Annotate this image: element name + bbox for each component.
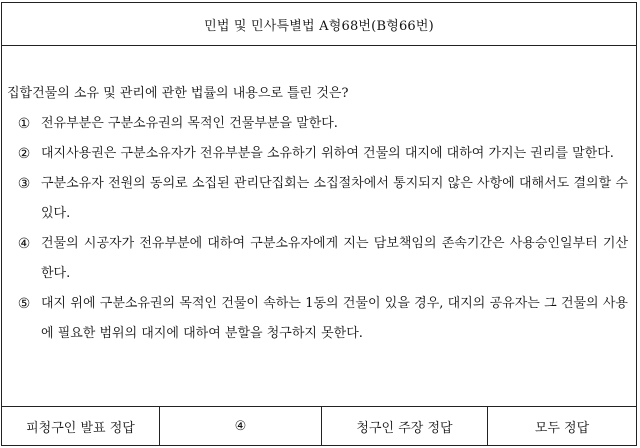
document-header <box>2 3 636 46</box>
option-number: ③ <box>17 176 31 192</box>
option-3 <box>7 169 630 229</box>
option-text: 구분소유자 전원의 동의로 소집된 관리단집회는 소집절차에서 통지되지 않은 사항에 대해서도 결의할 수 있다. <box>41 176 628 221</box>
claimed-answer-value: 모두 정답 <box>534 420 590 436</box>
announced-answer-value: ④ <box>160 407 322 445</box>
claimed-answer-label: 청구인 주장 정답 <box>322 407 488 445</box>
option-number: ④ <box>17 236 31 252</box>
announced-answer-label: 피청구인 발표 정답 <box>2 407 160 445</box>
document-frame <box>1 2 637 446</box>
page-title: 민법 및 민사특별법 A형68번(B형66번) <box>204 18 434 34</box>
option-5 <box>7 289 630 349</box>
option-text: 대지 위에 구분소유권의 목적인 건물이 속하는 1동의 건물이 있을 경우, 대지의 공유자는 그 건물의 사용에 필요한 범위의 대지에 대하여 분할을 청구하지 못한다. <box>41 296 628 341</box>
option-number: ⑤ <box>17 296 31 312</box>
question-body <box>7 45 630 405</box>
option-4 <box>7 229 630 289</box>
question-text: 집합건물의 소유 및 관리에 관한 법률의 내용으로 틀린 것은? <box>7 86 349 101</box>
answer-table <box>2 406 636 445</box>
option-text: 전유부분은 구분소유권의 목적인 건물부분을 말한다. <box>41 116 338 131</box>
option-1 <box>7 109 630 139</box>
option-2 <box>7 139 630 169</box>
option-number: ② <box>17 146 31 162</box>
option-number: ① <box>17 116 31 132</box>
option-text: 건물의 시공자가 전유부분에 대하여 구분소유자에게 지는 담보책임의 존속기간은 사용승인일부터 기산한다. <box>41 236 628 281</box>
option-text: 대지사용권은 구분소유자가 전유부분을 소유하기 위하여 건물의 대지에 대하여 가지는 권리를 말한다. <box>41 146 614 161</box>
